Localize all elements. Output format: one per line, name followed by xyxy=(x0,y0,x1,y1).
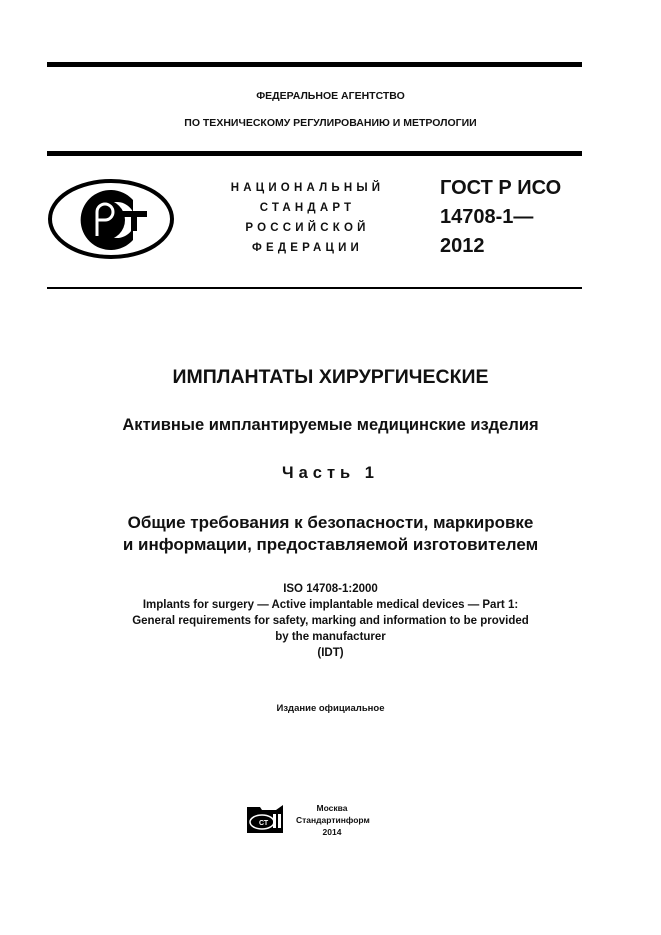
publisher-year: 2014 xyxy=(322,827,342,837)
iso-reference-line: General requirements for safety, marking and information to be provided xyxy=(132,615,529,627)
iso-reference xyxy=(0,581,661,661)
designation-line: 2012 xyxy=(440,235,485,257)
agency-line-1: ФЕДЕРАЛЬНОЕ АГЕНТСТВО xyxy=(256,90,405,102)
iso-reference-line: (IDT) xyxy=(317,647,344,659)
document-title: ИМПЛАНТАТЫ ХИРУРГИЧЕСКИЕ xyxy=(172,366,489,388)
publisher-info xyxy=(296,802,368,838)
rule-top xyxy=(47,62,582,67)
agency-line-2: ПО ТЕХНИЧЕСКОМУ РЕГУЛИРОВАНИЮ И МЕТРОЛОГИИ xyxy=(184,117,477,129)
part-title xyxy=(0,512,661,556)
part-number: Часть 1 xyxy=(282,464,379,482)
national-standard-line: СТАНДАРТ xyxy=(259,202,356,214)
iso-reference-line: by the manufacturer xyxy=(275,631,386,643)
iso-reference-line: Implants for surgery — Active implantable medical devices — Part 1: xyxy=(142,599,519,611)
edition-label: Издание официальное xyxy=(276,703,385,714)
standard-designation xyxy=(440,174,561,261)
rst-logo-icon xyxy=(47,178,175,260)
publisher-name: Стандартинформ xyxy=(296,815,370,825)
part-title-line: Общие требования к безопасности, маркировке xyxy=(127,513,534,532)
national-standard-line: НАЦИОНАЛЬНЫЙ xyxy=(230,182,385,194)
part-title-line: и информации, предоставляемой изготовителем xyxy=(122,535,539,554)
national-standard-line: ФЕДЕРАЦИИ xyxy=(251,242,364,254)
document-subtitle: Активные имплантируемые медицинские изделия xyxy=(122,416,539,434)
designation-line: 14708-1— xyxy=(440,206,534,228)
publisher-city: Москва xyxy=(316,803,348,813)
designation-line: ГОСТ Р ИСО xyxy=(440,177,562,199)
iso-reference-line: ISO 14708-1:2000 xyxy=(283,583,378,595)
national-standard-line: РОССИЙСКОЙ xyxy=(245,222,370,234)
rule-middle xyxy=(47,151,582,156)
standartinform-logo-icon xyxy=(246,804,284,834)
rule-bottom xyxy=(47,287,582,289)
national-standard-label xyxy=(205,178,410,258)
svg-text:СТ: СТ xyxy=(259,820,269,827)
